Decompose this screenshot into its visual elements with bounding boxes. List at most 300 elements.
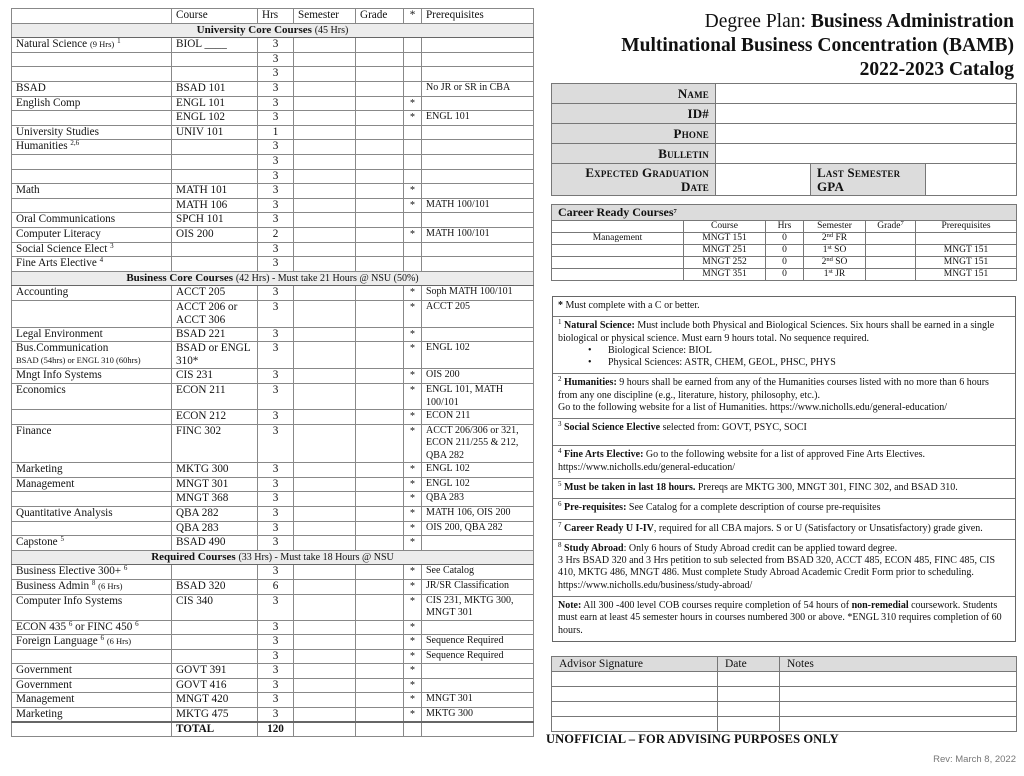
- grade-input[interactable]: [356, 342, 404, 369]
- table-row: [12, 169, 534, 184]
- grade-input[interactable]: [356, 506, 404, 521]
- grade-input[interactable]: [356, 369, 404, 384]
- area-cell: [12, 140, 172, 155]
- area-hours: (6 Hrs): [106, 636, 132, 647]
- area-cell: [12, 125, 172, 140]
- grade-input[interactable]: [356, 125, 404, 140]
- col-hrs: Hrs: [766, 221, 804, 233]
- prerequisites-cell: [422, 664, 534, 679]
- grade-input[interactable]: [356, 579, 404, 594]
- revision-date: Rev: March 8, 2022: [933, 754, 1016, 765]
- hours-cell: 3: [258, 242, 294, 257]
- area-label: ECON 435: [16, 620, 67, 633]
- prerequisites-cell: ENGL 102: [422, 477, 534, 492]
- semester-input[interactable]: [294, 369, 356, 384]
- name-field[interactable]: [716, 84, 1017, 104]
- section-detail: (45 Hrs): [314, 24, 349, 36]
- col-area: [552, 221, 684, 233]
- grade-input[interactable]: [866, 245, 916, 257]
- area-cell: [12, 169, 172, 184]
- footnote-2-humanities: $^2$ Humanities: 9 hours shall be earned from any of the Humanities courses listed with no more than 6 hours from any one discipline (e.g., literature, history, philosophy, etc.). Go to the following website for a list of Humanities. https://www.nicholls.edu/general-education/: [553, 374, 1015, 419]
- table-row: [552, 269, 1017, 281]
- phone-label: Phone: [552, 124, 716, 144]
- semester-input[interactable]: [294, 81, 356, 96]
- course-cell: [172, 169, 258, 184]
- advisor-signature-field[interactable]: [552, 687, 718, 702]
- graduation-gpa-row: [552, 164, 1017, 196]
- hours-cell: 3: [258, 154, 294, 169]
- course-cell: MKTG 475: [172, 708, 258, 723]
- course-cell: [172, 635, 258, 650]
- col-hrs: Hrs: [258, 9, 294, 24]
- table-row: [12, 664, 534, 679]
- grade-input[interactable]: [356, 169, 404, 184]
- course-cell: CIS 340: [172, 594, 258, 620]
- expected-graduation-field[interactable]: [716, 164, 811, 196]
- area-cell: [552, 257, 684, 269]
- table-row: [12, 410, 534, 425]
- semester-input[interactable]: [294, 649, 356, 664]
- date-field[interactable]: [718, 702, 780, 717]
- c-or-better-marker: *: [404, 327, 422, 342]
- c-or-better-marker: *: [404, 410, 422, 425]
- semester-input[interactable]: [294, 521, 356, 536]
- hours-cell: 3: [258, 410, 294, 425]
- prerequisites-cell: [422, 67, 534, 82]
- advisor-signature-field[interactable]: [552, 672, 718, 687]
- hours-cell: 6: [258, 579, 294, 594]
- prerequisites-cell: [916, 233, 1017, 245]
- prerequisites-cell: [422, 184, 534, 199]
- c-or-better-marker: [404, 38, 422, 53]
- prerequisites-cell: MATH 100/101: [422, 198, 534, 213]
- area-label: Business Elective 300+: [16, 565, 122, 578]
- semester-input[interactable]: [294, 96, 356, 111]
- semester-input[interactable]: [294, 693, 356, 708]
- total-semester-cell: [294, 722, 356, 737]
- area-cell: [12, 227, 172, 242]
- semester-input[interactable]: [294, 708, 356, 723]
- prerequisites-cell: QBA 283: [422, 492, 534, 507]
- col-star: *: [404, 9, 422, 24]
- hours-cell: 3: [258, 424, 294, 463]
- area-cell: [12, 384, 172, 410]
- col-prerequisites: Prerequisites: [916, 221, 1017, 233]
- semester-input[interactable]: [294, 410, 356, 425]
- course-cell: [172, 52, 258, 67]
- c-or-better-marker: *: [404, 678, 422, 693]
- course-cell: ACCT 205: [172, 286, 258, 301]
- course-cell: MNGT 151: [684, 233, 766, 245]
- area-cell: [12, 594, 172, 620]
- area-label: Management: [16, 477, 75, 490]
- area-cell: [552, 245, 684, 257]
- date-field[interactable]: [718, 672, 780, 687]
- grade-input[interactable]: [356, 52, 404, 67]
- gpa-label-line1: Last Semester: [817, 164, 901, 180]
- bulletin-label: Bulletin: [552, 144, 716, 164]
- table-row: [12, 693, 534, 708]
- area-label: Capstone: [16, 536, 58, 549]
- grade-input[interactable]: [356, 463, 404, 478]
- grade-input[interactable]: [356, 111, 404, 126]
- total-label: TOTAL: [172, 722, 258, 737]
- course-cell: MNGT 301: [172, 477, 258, 492]
- area-cell: [12, 242, 172, 257]
- semester-input[interactable]: [294, 463, 356, 478]
- total-row: [12, 722, 534, 737]
- hours-cell: 3: [258, 536, 294, 551]
- grade-input[interactable]: [866, 233, 916, 245]
- area-label: Government: [16, 664, 72, 677]
- semester-input[interactable]: [294, 38, 356, 53]
- prerequisites-cell: MNGT 151: [916, 245, 1017, 257]
- footnote-3-social-science: $^3$ Social Science Elective selected from: GOVT, PSYC, SOCI: [553, 419, 1015, 446]
- table-row: [12, 384, 534, 410]
- table-row: [12, 140, 534, 155]
- area-cell: [12, 81, 172, 96]
- semester-input[interactable]: [294, 213, 356, 228]
- col-advisor-signature: Advisor Signature: [552, 657, 718, 672]
- prerequisites-cell: ENGL 102: [422, 463, 534, 478]
- col-notes: Notes: [780, 657, 1017, 672]
- prerequisites-cell: Sequence Required: [422, 635, 534, 650]
- table-row: [552, 717, 1017, 732]
- table-row: [552, 245, 1017, 257]
- grade-input[interactable]: [356, 140, 404, 155]
- semester-input[interactable]: [294, 635, 356, 650]
- col-area: [12, 9, 172, 24]
- grad-label-line2: Date: [680, 178, 709, 194]
- semester-input[interactable]: [294, 579, 356, 594]
- phone-field[interactable]: [716, 124, 1017, 144]
- course-cell: QBA 282: [172, 506, 258, 521]
- c-or-better-marker: *: [404, 536, 422, 551]
- grade-input[interactable]: [356, 594, 404, 620]
- area-label: Fine Arts Elective: [16, 257, 97, 270]
- grade-input[interactable]: [356, 477, 404, 492]
- area-cell: [12, 52, 172, 67]
- grade-input[interactable]: [356, 81, 404, 96]
- table-row: [12, 67, 534, 82]
- grade-input[interactable]: [356, 286, 404, 301]
- last-semester-gpa-field[interactable]: [926, 164, 1017, 196]
- semester-input[interactable]: [294, 154, 356, 169]
- course-cell: MNGT 252: [684, 257, 766, 269]
- grade-input[interactable]: [356, 38, 404, 53]
- grade-input[interactable]: [356, 242, 404, 257]
- course-cell: MATH 101: [172, 184, 258, 199]
- area-cell: [12, 96, 172, 111]
- course-cell: [172, 154, 258, 169]
- table-row: [12, 154, 534, 169]
- area-label: Social Science Elect: [16, 242, 108, 255]
- grade-input[interactable]: [356, 521, 404, 536]
- c-or-better-marker: [404, 213, 422, 228]
- area-label: Management: [16, 693, 75, 706]
- course-cell: MNGT 251: [684, 245, 766, 257]
- table-row: [12, 708, 534, 723]
- fine-arts-link[interactable]: https://www.nicholls.edu/general-education/: [558, 461, 736, 473]
- grade-input[interactable]: [356, 536, 404, 551]
- area-label: Quantitative Analysis: [16, 506, 113, 519]
- semester-input[interactable]: [294, 198, 356, 213]
- course-cell: [172, 257, 258, 272]
- career-ready-rows: [552, 233, 1017, 281]
- col-date: Date: [718, 657, 780, 672]
- grade-input[interactable]: [866, 257, 916, 269]
- required-courses-section: [12, 550, 534, 722]
- prerequisites-cell: Soph MATH 100/101: [422, 286, 534, 301]
- area-cell: [12, 492, 172, 507]
- prerequisites-cell: See Catalog: [422, 565, 534, 580]
- total-prereq-cell: [422, 722, 534, 737]
- c-or-better-marker: [404, 154, 422, 169]
- grade-input[interactable]: [356, 424, 404, 463]
- prerequisites-cell: [422, 125, 534, 140]
- semester-input[interactable]: [294, 111, 356, 126]
- area-label: Math: [16, 184, 40, 197]
- area-cell: [12, 678, 172, 693]
- semester-input[interactable]: [294, 477, 356, 492]
- notes-field[interactable]: [780, 717, 1017, 732]
- col-semester: Semester: [294, 9, 356, 24]
- grade-input[interactable]: [356, 620, 404, 635]
- area-cell: [12, 424, 172, 463]
- notes-field[interactable]: [780, 672, 1017, 687]
- prerequisites-cell: No JR or SR in CBA: [422, 81, 534, 96]
- course-cell: [172, 140, 258, 155]
- grade-input[interactable]: [356, 708, 404, 723]
- hours-cell: 3: [258, 184, 294, 199]
- grade-input[interactable]: [356, 184, 404, 199]
- total-star-cell: [404, 722, 422, 737]
- title-prefix: Degree Plan:: [704, 11, 806, 32]
- section-header-required: [12, 550, 534, 565]
- grade-input[interactable]: [356, 384, 404, 410]
- area-cell: [12, 286, 172, 301]
- footnote-ref: 3: [110, 241, 114, 250]
- footnote-ref: 1: [117, 37, 121, 46]
- ordinal-suffix: nd: [826, 232, 834, 239]
- semester-input[interactable]: [294, 140, 356, 155]
- advisor-header-row: [552, 657, 1017, 672]
- footnote-1-natural-science: $^1$ Natural Science: Must include both Physical and Biological Sciences. Six hours shall be earned in a single biological or physical science. Must earn 9 hours total. No sequence required. • Biological Science: BIOL • Physical Sciences: ASTR, CHEM, GEOL, PHSC, PHYS: [553, 317, 1015, 374]
- grade-input[interactable]: [356, 693, 404, 708]
- course-cell: [172, 565, 258, 580]
- footnotes-box: [552, 296, 1016, 642]
- semester-input[interactable]: [294, 169, 356, 184]
- hours-cell: 0: [766, 245, 804, 257]
- hours-cell: 3: [258, 169, 294, 184]
- course-plan-table: [11, 8, 534, 737]
- course-cell: BSAD 221: [172, 327, 258, 342]
- semester-input[interactable]: [294, 52, 356, 67]
- grade-input[interactable]: [356, 410, 404, 425]
- area-label: Economics: [16, 384, 66, 397]
- c-or-better-marker: [404, 140, 422, 155]
- table-row: [552, 233, 1017, 245]
- area-cell: [12, 463, 172, 478]
- semester-input[interactable]: [294, 384, 356, 410]
- course-cell: ECON 212: [172, 410, 258, 425]
- humanities-link-text: Go to the following website for a list of Humanities. https://www.nicholls.edu/general-education/: [558, 402, 947, 414]
- course-cell: ENGL 101: [172, 96, 258, 111]
- c-or-better-marker: *: [404, 492, 422, 507]
- id-field[interactable]: [716, 104, 1017, 124]
- prerequisites-cell: [422, 169, 534, 184]
- prerequisites-cell: [422, 140, 534, 155]
- semester-input[interactable]: [294, 620, 356, 635]
- grade-input[interactable]: [356, 300, 404, 327]
- grade-input[interactable]: [356, 565, 404, 580]
- c-or-better-marker: *: [404, 635, 422, 650]
- hours-cell: 3: [258, 708, 294, 723]
- area-label: Bus.Communication: [16, 342, 109, 355]
- list-item: • Physical Sciences: ASTR, CHEM, GEOL, PHSC, PHYS: [588, 357, 1010, 369]
- area-note: BSAD (54hrs) or ENGL 310 (60hrs): [16, 355, 141, 366]
- name-label: Name: [552, 84, 716, 104]
- grade-input[interactable]: [356, 67, 404, 82]
- hours-cell: 3: [258, 52, 294, 67]
- table-row: [12, 536, 534, 551]
- section-title: Business Core Courses: [126, 271, 234, 284]
- semester-input[interactable]: [294, 125, 356, 140]
- course-cell: SPCH 101: [172, 213, 258, 228]
- notes-field[interactable]: [780, 702, 1017, 717]
- semester-input[interactable]: [294, 67, 356, 82]
- c-or-better-marker: *: [404, 184, 422, 199]
- gpa-label-line2: GPA: [817, 178, 845, 194]
- grade-input[interactable]: [356, 649, 404, 664]
- area-label: Business Admin: [16, 579, 90, 592]
- semester-input[interactable]: [294, 342, 356, 369]
- ordinal-suffix: st: [828, 268, 833, 275]
- footnote-note: Note: All 300 -400 level COB courses require completion of 54 hours of non-remedial coursework. Students must earn at least 45 semester hours in courses numbered 300 or above. *ENGL 310 requires completion of 60 hours.: [558, 600, 1002, 636]
- hours-cell: 3: [258, 286, 294, 301]
- ordinal-suffix: nd: [826, 256, 833, 263]
- area-cell: [12, 198, 172, 213]
- grade-input[interactable]: [356, 154, 404, 169]
- semester-input[interactable]: [294, 242, 356, 257]
- hours-cell: 3: [258, 140, 294, 155]
- semester-input[interactable]: [294, 565, 356, 580]
- grade-input[interactable]: [356, 678, 404, 693]
- date-field[interactable]: [718, 717, 780, 732]
- semester-input[interactable]: [294, 664, 356, 679]
- semester-input[interactable]: [294, 300, 356, 327]
- date-field[interactable]: [718, 687, 780, 702]
- prerequisites-cell: [422, 257, 534, 272]
- c-or-better-marker: *: [404, 477, 422, 492]
- science-list: [558, 345, 1010, 370]
- semester-input[interactable]: [294, 327, 356, 342]
- table-row: [12, 492, 534, 507]
- grade-input[interactable]: [866, 269, 916, 281]
- grade-input[interactable]: [356, 327, 404, 342]
- footnote-ref: 6: [123, 564, 128, 573]
- section-header-university-core: [12, 23, 534, 38]
- footnote-8-study-abroad: $^8$ Study Abroad: Only 6 hours of Study Abroad credit can be applied toward degree. 3 Hrs BSAD 320 and 3 Hrs petition to sub selected from BSAD 320, ACCT 485, ECON 485, FINC 485, CIS 410, MKTG 486, MNGT 486. Must complete Study Abroad Academic Credit Form prior to scheduling. https://www.nicholls.edu/business/study-abroad/: [553, 540, 1015, 597]
- area-cell: [12, 257, 172, 272]
- c-or-better-marker: *: [404, 579, 422, 594]
- table-row: [552, 702, 1017, 717]
- area-cell: [12, 620, 172, 635]
- semester-input[interactable]: [294, 286, 356, 301]
- col-grade: Grade$^7$: [866, 221, 916, 233]
- hours-cell: 0: [766, 257, 804, 269]
- course-cell: BSAD 490: [172, 536, 258, 551]
- semester-cell: 1st SO: [804, 245, 866, 257]
- career-ready-table: [551, 204, 1017, 281]
- hours-cell: 3: [258, 492, 294, 507]
- semester-input[interactable]: [294, 594, 356, 620]
- area-cell: [12, 154, 172, 169]
- footnote-ref: 7: [900, 220, 904, 227]
- grade-input[interactable]: [356, 198, 404, 213]
- grade-input[interactable]: [356, 492, 404, 507]
- grade-input[interactable]: [356, 257, 404, 272]
- bulletin-row: [552, 144, 1017, 164]
- grade-input[interactable]: [356, 635, 404, 650]
- area-cell: [12, 410, 172, 425]
- semester-input[interactable]: [294, 492, 356, 507]
- semester-cell: 2nd SO: [804, 257, 866, 269]
- advisor-signature-field[interactable]: [552, 702, 718, 717]
- col-semester: Semester: [804, 221, 866, 233]
- table-row: [12, 463, 534, 478]
- table-row: [552, 687, 1017, 702]
- prerequisites-cell: [422, 327, 534, 342]
- prerequisites-cell: [422, 96, 534, 111]
- area-label: Marketing: [16, 463, 63, 476]
- notes-field[interactable]: [780, 687, 1017, 702]
- degree-plan-title: [544, 10, 1014, 82]
- semester-input[interactable]: [294, 678, 356, 693]
- hours-cell: 3: [258, 620, 294, 635]
- table-row: [12, 594, 534, 620]
- hours-cell: 3: [258, 384, 294, 410]
- semester-input[interactable]: [294, 227, 356, 242]
- area-label: Government: [16, 678, 72, 691]
- semester-input[interactable]: [294, 424, 356, 463]
- area-cell: [12, 67, 172, 82]
- semester-input[interactable]: [294, 184, 356, 199]
- course-cell: GOVT 391: [172, 664, 258, 679]
- grade-input[interactable]: [356, 227, 404, 242]
- area-label: University Studies: [16, 125, 99, 138]
- hours-cell: 3: [258, 521, 294, 536]
- semester-input[interactable]: [294, 506, 356, 521]
- prerequisites-cell: [422, 620, 534, 635]
- hours-cell: 3: [258, 342, 294, 369]
- c-or-better-marker: [404, 81, 422, 96]
- grade-input[interactable]: [356, 96, 404, 111]
- prerequisites-cell: [422, 678, 534, 693]
- course-cell: MKTG 300: [172, 463, 258, 478]
- col-course: Course: [172, 9, 258, 24]
- semester-input[interactable]: [294, 257, 356, 272]
- advisor-signature-field[interactable]: [552, 717, 718, 732]
- semester-input[interactable]: [294, 536, 356, 551]
- table-row: [12, 300, 534, 327]
- area-cell: [12, 342, 172, 369]
- bulletin-field[interactable]: [716, 144, 1017, 164]
- grade-input[interactable]: [356, 664, 404, 679]
- grade-input[interactable]: [356, 213, 404, 228]
- c-or-better-marker: *: [404, 506, 422, 521]
- hours-cell: 2: [258, 227, 294, 242]
